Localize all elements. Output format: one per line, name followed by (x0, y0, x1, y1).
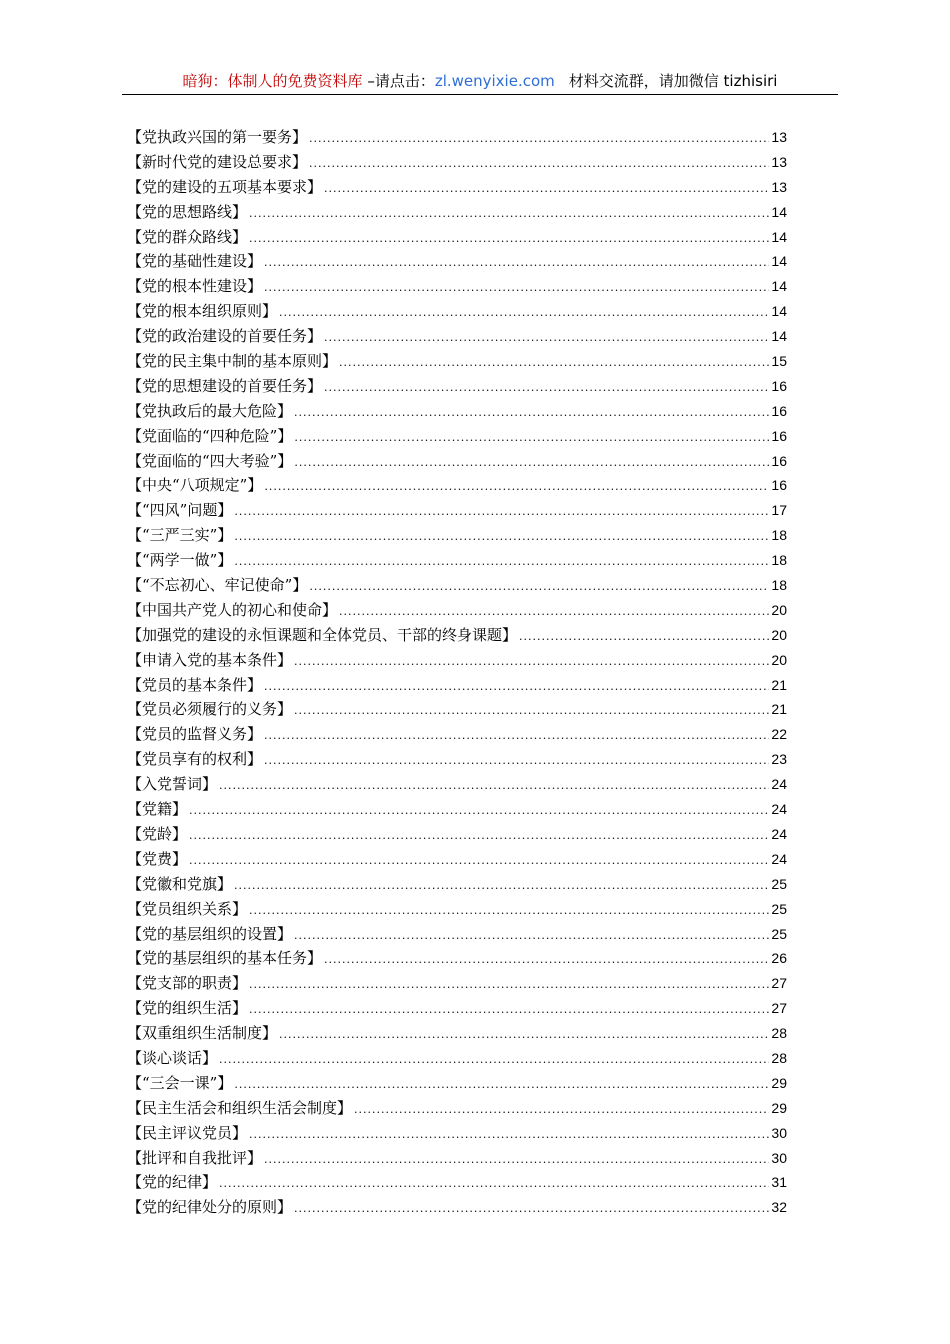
toc-entry-title: 【党的纪律处分的原则】 (127, 1198, 293, 1217)
toc-entry-page: 30 (771, 1124, 787, 1141)
toc-dot-leader (234, 550, 769, 575)
toc-entry-title: 【党支部的职责】 (127, 974, 248, 993)
toc-dot-leader (264, 724, 769, 749)
toc-dot-leader (249, 973, 769, 998)
toc-entry[interactable] (127, 449, 787, 474)
toc-entry-title: 【“三严三实”】 (127, 526, 233, 545)
toc-entry-title: 【党员的基本条件】 (127, 675, 263, 694)
toc-entry-page: 23 (771, 751, 787, 768)
toc-dot-leader (294, 924, 769, 949)
toc-entry-page: 25 (771, 925, 787, 942)
toc-entry-title: 【党员享有的权利】 (127, 750, 263, 769)
toc-entry-title: 【中国共产党人的初心和使命】 (127, 600, 338, 619)
toc-entry-title: 【“不忘初心、牢记使命”】 (127, 576, 308, 595)
toc-dot-leader (264, 475, 769, 500)
toc-dot-leader (189, 799, 769, 824)
toc-dot-leader (219, 1172, 769, 1197)
toc-entry-page: 21 (771, 701, 787, 718)
toc-dot-leader (219, 774, 769, 799)
toc-entry-title: 【党执政后的最大危险】 (127, 401, 293, 420)
toc-entry-title: 【党徽和党旗】 (127, 874, 233, 893)
toc-entry[interactable] (127, 797, 787, 822)
toc-entry-page: 20 (771, 651, 787, 668)
toc-dot-leader (354, 1098, 769, 1123)
toc-entry[interactable] (127, 473, 787, 498)
toc-entry[interactable] (127, 399, 787, 424)
toc-dot-leader (279, 1023, 769, 1048)
toc-entry[interactable] (127, 523, 787, 548)
toc-entry-page: 13 (771, 129, 787, 145)
toc-entry-page: 32 (771, 1199, 787, 1216)
toc-entry[interactable] (127, 598, 787, 623)
toc-entry[interactable] (127, 324, 787, 349)
toc-entry[interactable] (127, 897, 787, 922)
toc-entry[interactable] (127, 125, 787, 150)
toc-entry-page: 16 (771, 402, 787, 419)
toc-entry-title: 【党员组织关系】 (127, 899, 248, 918)
toc-entry[interactable] (127, 1195, 787, 1220)
toc-entry-page: 14 (771, 203, 787, 220)
toc-entry-title: 【党面临的“四种危险”】 (127, 426, 293, 445)
toc-entry[interactable] (127, 623, 787, 648)
toc-entry[interactable] (127, 1121, 787, 1146)
toc-entry-title: 【新时代党的建设总要求】 (127, 152, 308, 171)
toc-entry[interactable] (127, 1096, 787, 1121)
toc-entry-page: 14 (771, 253, 787, 270)
toc-entry-page: 27 (771, 1000, 787, 1017)
toc-entry[interactable] (127, 175, 787, 200)
toc-dot-leader (279, 301, 769, 326)
toc-entry-page: 24 (771, 825, 787, 842)
toc-entry-page: 18 (771, 527, 787, 544)
toc-dot-leader (264, 749, 769, 774)
toc-entry-page: 26 (771, 950, 787, 967)
toc-entry-title: 【党的纪律】 (127, 1173, 218, 1192)
page-header (122, 66, 838, 95)
toc-entry[interactable] (127, 1021, 787, 1046)
toc-dot-leader (189, 824, 769, 849)
toc-entry[interactable] (127, 847, 787, 872)
toc-entry-title: 【申请入党的基本条件】 (127, 650, 293, 669)
toc-entry-page: 14 (771, 303, 787, 320)
toc-entry-title: 【党的基层组织的基本任务】 (127, 949, 323, 968)
toc-entry-title: 【党的根本性建设】 (127, 277, 263, 296)
toc-entry-title: 【党面临的“四大考验”】 (127, 451, 293, 470)
toc-entry-page: 24 (771, 776, 787, 793)
toc-entry-page: 13 (771, 153, 787, 170)
toc-entry-page: 28 (771, 1049, 787, 1066)
toc-entry-title: 【党籍】 (127, 800, 188, 819)
toc-entry[interactable] (127, 249, 787, 274)
toc-entry-page: 30 (771, 1149, 787, 1166)
toc-dot-leader (294, 426, 769, 451)
toc-entry-page: 13 (771, 178, 787, 195)
toc-dot-leader (234, 500, 769, 525)
toc-entry-title: 【党员的监督义务】 (127, 725, 263, 744)
toc-entry-page: 14 (771, 278, 787, 295)
toc-entry-page: 25 (771, 900, 787, 917)
toc-entry-title: 【党员必须履行的义务】 (127, 700, 293, 719)
toc-entry[interactable] (127, 1071, 787, 1096)
toc-entry-page: 21 (771, 676, 787, 693)
header-separator: –请点击： (362, 72, 435, 90)
toc-dot-leader (264, 675, 769, 700)
header-site-name: 暗狗：体制人的免费资料库 (182, 72, 363, 90)
toc-entry-page: 29 (771, 1099, 787, 1116)
toc-entry-title: 【党的政治建设的首要任务】 (127, 327, 323, 346)
toc-entry-page: 16 (771, 477, 787, 494)
toc-entry-title: 【党的基础性建设】 (127, 252, 263, 271)
toc-entry-page: 18 (771, 577, 787, 594)
toc-entry[interactable] (127, 200, 787, 225)
toc-dot-leader (234, 1073, 769, 1098)
toc-entry[interactable] (127, 1170, 787, 1195)
toc-entry-page: 27 (771, 975, 787, 992)
toc-dot-leader (249, 202, 769, 227)
toc-dot-leader (294, 699, 769, 724)
toc-entry[interactable] (127, 299, 787, 324)
toc-entry-title: 【党的思想路线】 (127, 202, 248, 221)
toc-entry-title: 【民主评议党员】 (127, 1123, 248, 1142)
toc-dot-leader (234, 525, 769, 550)
table-of-contents (127, 125, 787, 1220)
toc-entry-title: 【“四风”问题】 (127, 501, 233, 520)
toc-entry-page: 16 (771, 452, 787, 469)
toc-entry-title: 【党的建设的五项基本要求】 (127, 177, 323, 196)
toc-dot-leader (249, 227, 769, 252)
toc-entry-title: 【“两学一做”】 (127, 551, 233, 570)
toc-dot-leader (519, 625, 769, 650)
toc-entry-page: 17 (771, 502, 787, 519)
toc-entry-page: 22 (771, 726, 787, 743)
toc-dot-leader (234, 874, 769, 899)
toc-dot-leader (339, 600, 769, 625)
toc-entry-title: 【党的群众路线】 (127, 227, 248, 246)
toc-entry-page: 20 (771, 601, 787, 618)
toc-entry[interactable] (127, 573, 787, 598)
toc-entry[interactable] (127, 498, 787, 523)
toc-entry-page: 31 (771, 1174, 787, 1191)
toc-entry[interactable] (127, 872, 787, 897)
toc-entry-title: 【“三会一课”】 (127, 1073, 233, 1092)
toc-dot-leader (324, 177, 769, 202)
toc-entry[interactable] (127, 548, 787, 573)
toc-dot-leader (294, 401, 769, 426)
toc-entry-page: 16 (771, 427, 787, 444)
toc-dot-leader (324, 326, 769, 351)
toc-entry-title: 【谈心谈话】 (127, 1048, 218, 1067)
toc-entry-page: 20 (771, 626, 787, 643)
toc-dot-leader (249, 998, 769, 1023)
toc-dot-leader (189, 849, 769, 874)
toc-dot-leader (339, 351, 769, 376)
toc-entry-title: 【批评和自我批评】 (127, 1148, 263, 1167)
toc-entry-title: 【双重组织生活制度】 (127, 1024, 278, 1043)
toc-entry-title: 【党的根本组织原则】 (127, 302, 278, 321)
toc-entry-title: 【党的思想建设的首要任务】 (127, 376, 323, 395)
toc-entry[interactable] (127, 747, 787, 772)
toc-entry[interactable] (127, 946, 787, 971)
toc-dot-leader (219, 1048, 769, 1073)
toc-entry-page: 24 (771, 801, 787, 818)
toc-dot-leader (294, 1197, 769, 1222)
toc-dot-leader (249, 899, 769, 924)
toc-entry[interactable] (127, 1146, 787, 1171)
header-url-link[interactable]: zl.wenyixie.com (434, 72, 555, 90)
toc-entry[interactable] (127, 673, 787, 698)
toc-entry[interactable] (127, 996, 787, 1021)
toc-entry[interactable] (127, 971, 787, 996)
toc-dot-leader (264, 251, 769, 276)
toc-dot-leader (294, 650, 769, 675)
toc-dot-leader (324, 948, 769, 973)
toc-entry-title: 【加强党的建设的永恒课题和全体党员、干部的终身课题】 (127, 625, 518, 644)
header-text (122, 72, 838, 90)
toc-entry-title: 【中央“八项规定”】 (127, 476, 263, 495)
toc-entry-page: 18 (771, 552, 787, 569)
toc-entry-title: 【党的民主集中制的基本原则】 (127, 352, 338, 371)
toc-entry-title: 【党龄】 (127, 824, 188, 843)
toc-entry-page: 14 (771, 328, 787, 345)
toc-entry-page: 28 (771, 1025, 787, 1042)
toc-entry[interactable] (127, 274, 787, 299)
toc-dot-leader (264, 276, 769, 301)
toc-dot-leader (249, 1123, 769, 1148)
toc-entry-page: 16 (771, 377, 787, 394)
toc-dot-leader (309, 575, 769, 600)
toc-entry-title: 【党费】 (127, 849, 188, 868)
toc-entry-page: 29 (771, 1074, 787, 1091)
toc-entry[interactable] (127, 697, 787, 722)
toc-entry-title: 【党的基层组织的设置】 (127, 924, 293, 943)
toc-entry[interactable] (127, 225, 787, 250)
toc-entry-page: 25 (771, 875, 787, 892)
toc-entry-title: 【民主生活会和组织生活会制度】 (127, 1098, 353, 1117)
toc-entry[interactable] (127, 1046, 787, 1071)
toc-entry-title: 【党的组织生活】 (127, 999, 248, 1018)
toc-entry[interactable] (127, 822, 787, 847)
toc-entry[interactable] (127, 648, 787, 673)
toc-dot-leader (324, 376, 769, 401)
toc-entry-page: 14 (771, 228, 787, 245)
toc-entry-page: 15 (771, 353, 787, 370)
toc-entry[interactable] (127, 772, 787, 797)
toc-dot-leader (309, 152, 769, 177)
toc-entry[interactable] (127, 424, 787, 449)
header-group-text: 材料交流群，请加微信 tizhisiri (568, 72, 778, 90)
toc-entry[interactable] (127, 722, 787, 747)
toc-entry[interactable] (127, 374, 787, 399)
toc-dot-leader (294, 451, 769, 476)
toc-entry[interactable] (127, 150, 787, 175)
toc-entry-title: 【党执政兴国的第一要务】 (127, 128, 308, 146)
toc-entry[interactable] (127, 922, 787, 947)
toc-entry-title: 【入党誓词】 (127, 775, 218, 794)
toc-dot-leader (264, 1148, 769, 1173)
toc-dot-leader (309, 127, 769, 152)
toc-entry-page: 24 (771, 850, 787, 867)
toc-entry[interactable] (127, 349, 787, 374)
